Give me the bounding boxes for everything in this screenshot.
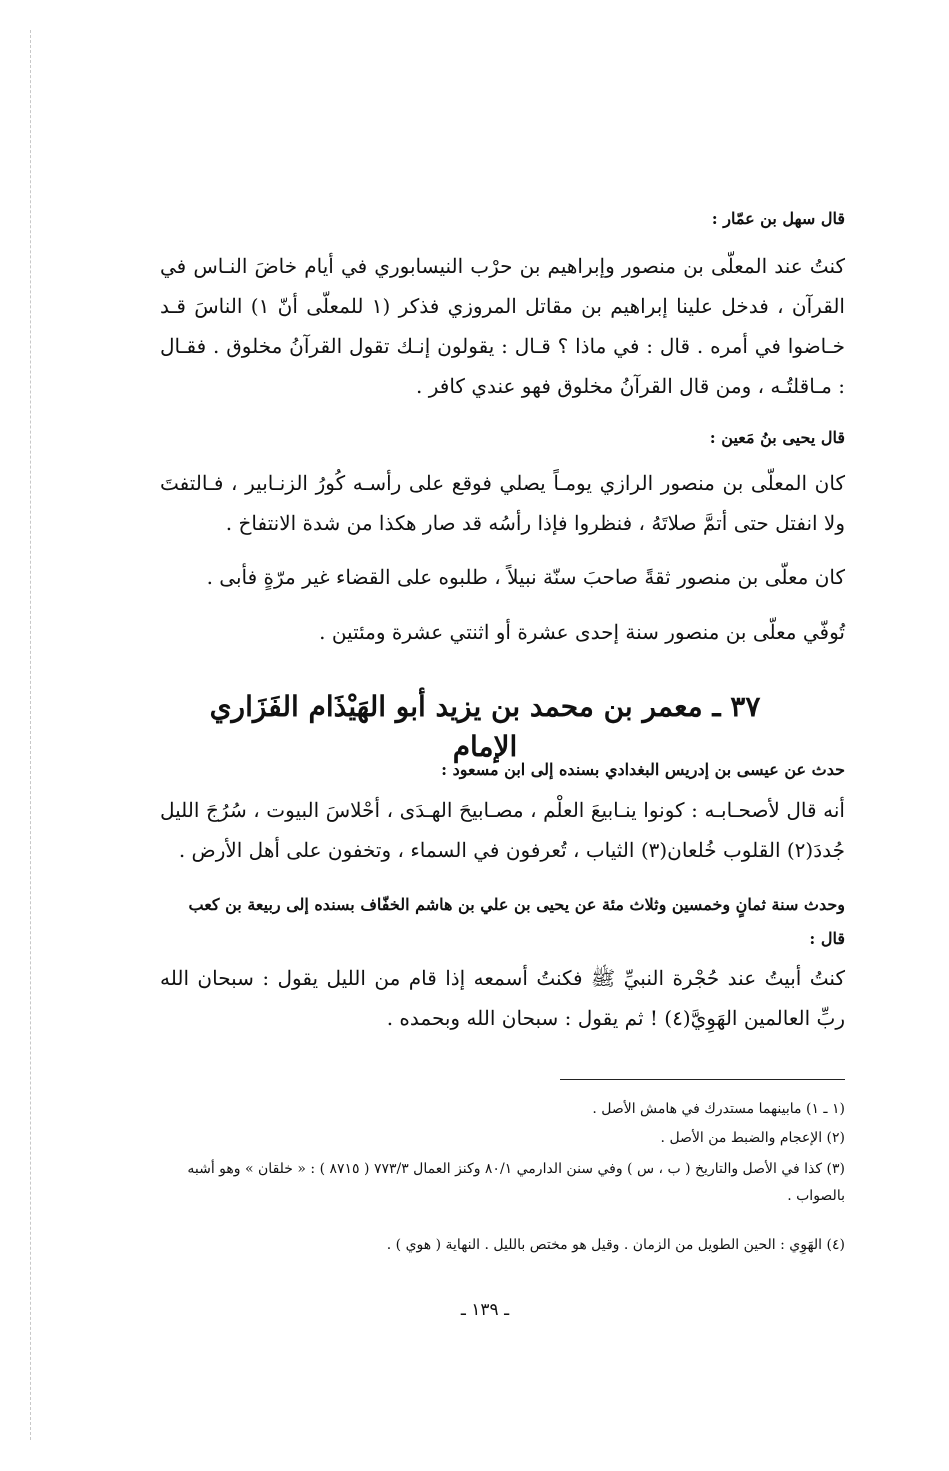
footnote-1: (١ ـ ١) مابينهما مستدرك في هامش الأصل . [592, 1101, 845, 1117]
death-paragraph: تُوفّي معلّى بن منصور سنة إحدى عشرة أو اثنتي عشرة ومئتين . [319, 620, 845, 644]
yahya-heading: قال يحيى بنُ مَعين : [709, 428, 845, 447]
footnote-separator [560, 1079, 845, 1080]
footnote-3: (٣) كذا في الأصل والتاريخ ( ب ، س ) وفي سنن الدارمي ٨٠/١ وكنز العمال ٧٧٣/٣ ( ٨٧١٥ ) : « خلقان » وهو أشبه بالصواب . [187, 1161, 845, 1204]
sahl-heading: قال سهل بن عمّار : [711, 209, 845, 228]
sahl-paragraph: كنتُ عند المعلّى بن منصور وإبراهيم بن حرْب النيسابوري في أيام خاضَ النـاس في القرآن ، فدخل علينا إبراهيم بن مقاتل المروزي فذكر (١ للمعلّى أنّ ١) الناسَ قـد خـاضوا في أمره . قال : في ماذا ؟ قـال : يقولون إنـك تقول القرآنُ مخلوق . فقـال : مـاقلتُـه ، ومن قال القرآنُ مخلوق فهو عندي كافر . [160, 254, 846, 398]
hadith2-heading: وحدث سنة ثمانٍ وخمسين وثلاث مئة عن يحيى بن علي بن هاشم الخفّاف بسنده إلى ربيعة بن كعب قال : [188, 895, 845, 948]
footnote-4: (٤) الهَوِي : الحين الطويل من الزمان . وقيل هو مختص بالليل . النهاية ( هوي ) . [386, 1237, 845, 1253]
hadith1-heading: حدث عن عيسى بن إدريس البغدادي بسنده إلى ابن مسعود : [441, 760, 845, 779]
hadith1-paragraph: أنه قال لأصحـابـه : كونوا ينـابيعَ العلْم ، مصـابيحَ الهـدَى ، أحْلاسَ البيوت ، سُرُجَ الليل جُددَ(٢) القلوب خُلعان(٣) الثياب ، تُعرفون في السماء ، وتخفون على أهل الأرض . [160, 798, 845, 862]
scan-margin-line [30, 30, 31, 1440]
thiqa-paragraph: كان معلّى بن منصور ثقةً صاحبَ سنّة نبيلاً ، طلبوه على القضاء غير مرّةٍ فأبى . [206, 565, 845, 589]
entry-title: ٣٧ ـ معمر بن محمد بن يزيد أبو الهَيْذَام الفَزَاري الإمام [209, 690, 761, 763]
page-number: ـ ١٣٩ ـ [460, 1300, 510, 1320]
hadith2-paragraph: كنتُ أبيتُ عند حُجْرة النبيِّ ﷺ فكنتُ أسمعه إذا قام من الليل يقول : سبحان الله ربِّ العالمين الهَوِيَّ(٤) ! ثم يقول : سبحان الله وبحمده . [160, 966, 845, 1030]
footnote-2: (٢) الإعجام والضبط من الأصل . [660, 1130, 845, 1146]
yahya-paragraph: كان المعلّى بن منصور الرازي يومـاً يصلي فوقع على رأسـه كُورُ الزنـابير ، فـالتفتَ ولا انفتل حتى أتمَّ صلاتَهُ ، فنظروا فإذا رأسُه قد صار هكذا من شدة الانتفاخ . [160, 471, 845, 535]
